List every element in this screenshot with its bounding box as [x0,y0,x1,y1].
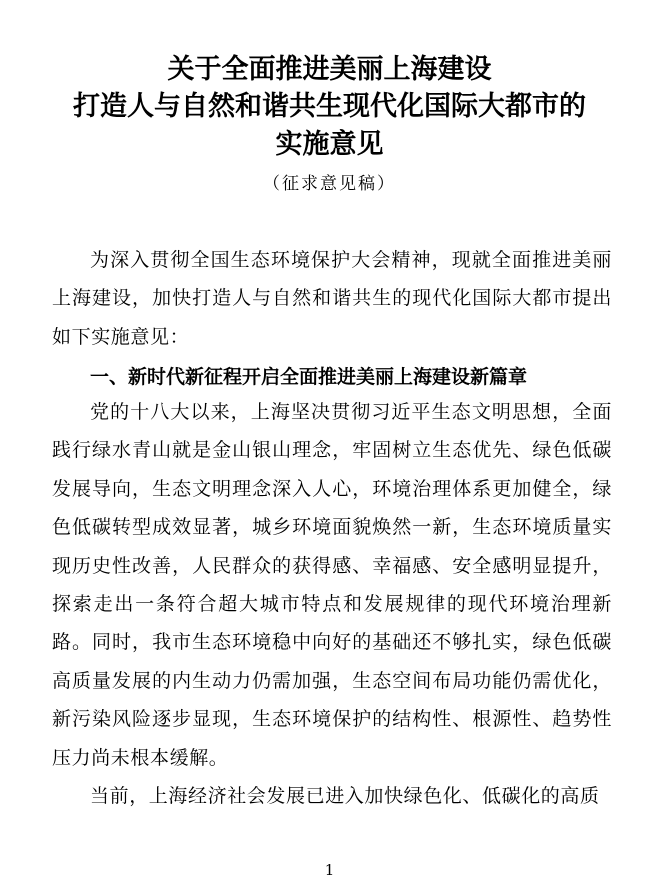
document-title-line-1: 关于全面推进美丽上海建设 [167,54,492,85]
intro-paragraph: 为深入贯彻全国生态环境保护大会精神，现就全面推进美丽上海建设，加快打造人与自然和谐共生的现代化国际大都市提出如下实施意见： [52,249,612,348]
section-1-paragraph-1: 党的十八大以来，上海坚决贯彻习近平生态文明思想，全面践行绿水青山就是金山银山理念，牢固树立生态优先、绿色低碳发展导向，生态文明理念深入人心，环境治理体系更加健全，绿色低碳转型成效显著，城乡环境面貌焕然一新，生态环境质量实现历史性改善，人民群众的获得感、幸福感、安全感明显提升，探索走出一条符合超大城市特点和发展规律的现代环境治理新路。同时，我市生态环境稳中向好的基础还不够扎实，绿色低碳高质量发展的内生动力仍需加强，生态空间布局功能仍需优化，新污染风险逐步显现，生态环境保护的结构性、根源性、趋势性压力尚未根本缓解。 [52,401,612,769]
document-title-line-3: 实施意见 [275,129,384,160]
draft-subtitle: （征求意见稿） [263,174,396,194]
section-1-heading: 一、新时代新征程开启全面推进美丽上海建设新篇章 [90,366,528,388]
document-title-line-2: 打造人与自然和谐共生现代化国际大都市的 [73,91,586,122]
section-1-paragraph-2: 当前，上海经济社会发展已进入加快绿色化、低碳化的高质 [90,785,600,807]
page-number: 1 [324,861,335,879]
